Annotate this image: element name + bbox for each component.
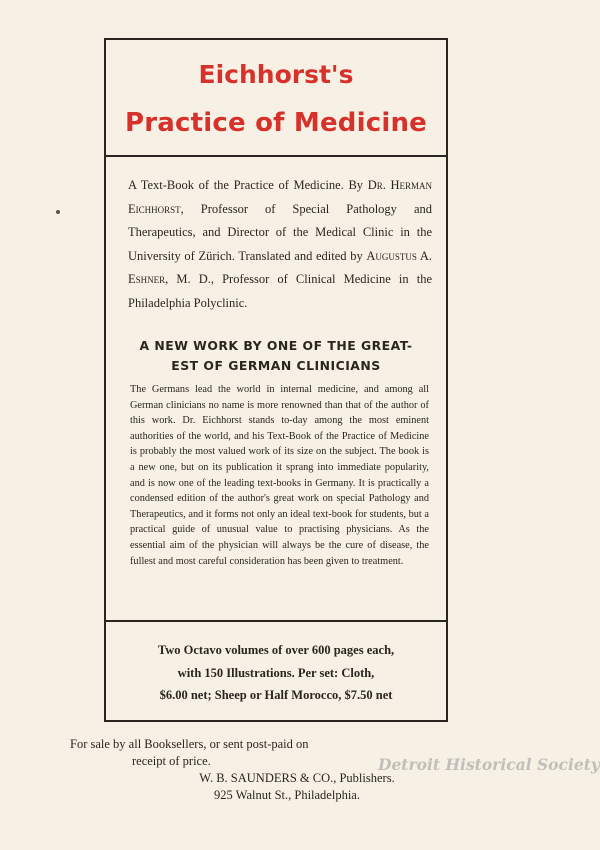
title-box	[106, 40, 446, 157]
description-text-1: A Text-Book of the Practice of Medicine. By	[128, 178, 368, 192]
author-name: Dr. Herman Eichhorst	[128, 178, 432, 216]
price-line-3: $6.00 net; Sheep or Half Morocco, $7.50 net	[159, 688, 393, 702]
price-line-2: with 150 Illustrations. Per set: Cloth,	[177, 665, 375, 680]
description-text-2: , Professor of Special Pathology and Therapeutics, and Director of the Medical Clinic in the University of Zürich. Translated and edited by	[128, 201, 432, 263]
section-headline	[106, 336, 446, 376]
title-line-2: Practice of Medicine	[125, 108, 427, 138]
price-line-1: Two Octavo volumes of over 600 pages each,	[157, 643, 395, 657]
description-text-3: , M. D., Professor of Clinical Medicine in the Philadelphia Polyclinic.	[128, 272, 432, 310]
book-description	[128, 174, 432, 315]
headline-line-2: EST OF GERMAN CLINICIANS	[171, 358, 381, 373]
footer-line-2: receipt of price.	[132, 754, 211, 768]
footer-line-1: For sale by all Booksellers, or sent post-paid on	[70, 737, 309, 751]
advertisement-frame	[104, 38, 448, 722]
price-box	[106, 620, 446, 720]
publisher-name: W. B. SAUNDERS & CO., Publishers.	[199, 771, 395, 785]
body-paragraph: The Germans lead the world in internal medicine, and among all German clinicians no name is more renowned than that of the author of this work. Dr. Eichhorst stands to-day among the most eminent authorities of the world, and his Text-Book of the Practice of Medicine is probably the most valued work of its size on the subject. The book is a new one, but on its publication it sprang into immediate popularity, and is now one of the leading text-books in Germany. It is practically a condensed edition of the author's great work on special Pathology and Therapeutics, and it forms not only an ideal text-book for students, but a practical guide of unusual value to practising physicians. As the essential aim of the physician will always be the cure of disease, the fullest and most careful consideration has been given to treatment.	[130, 384, 429, 567]
price-text	[106, 639, 446, 707]
title-line-1: Eichhorst's	[198, 60, 354, 89]
publisher-address: 925 Walnut St., Philadelphia.	[214, 788, 360, 802]
headline-line-1: A NEW WORK BY ONE OF THE GREAT-	[139, 338, 413, 353]
translator-name: Augustus A. Eshner	[128, 248, 433, 286]
ink-speck	[56, 210, 60, 214]
watermark: Detroit Historical Society	[378, 755, 600, 774]
